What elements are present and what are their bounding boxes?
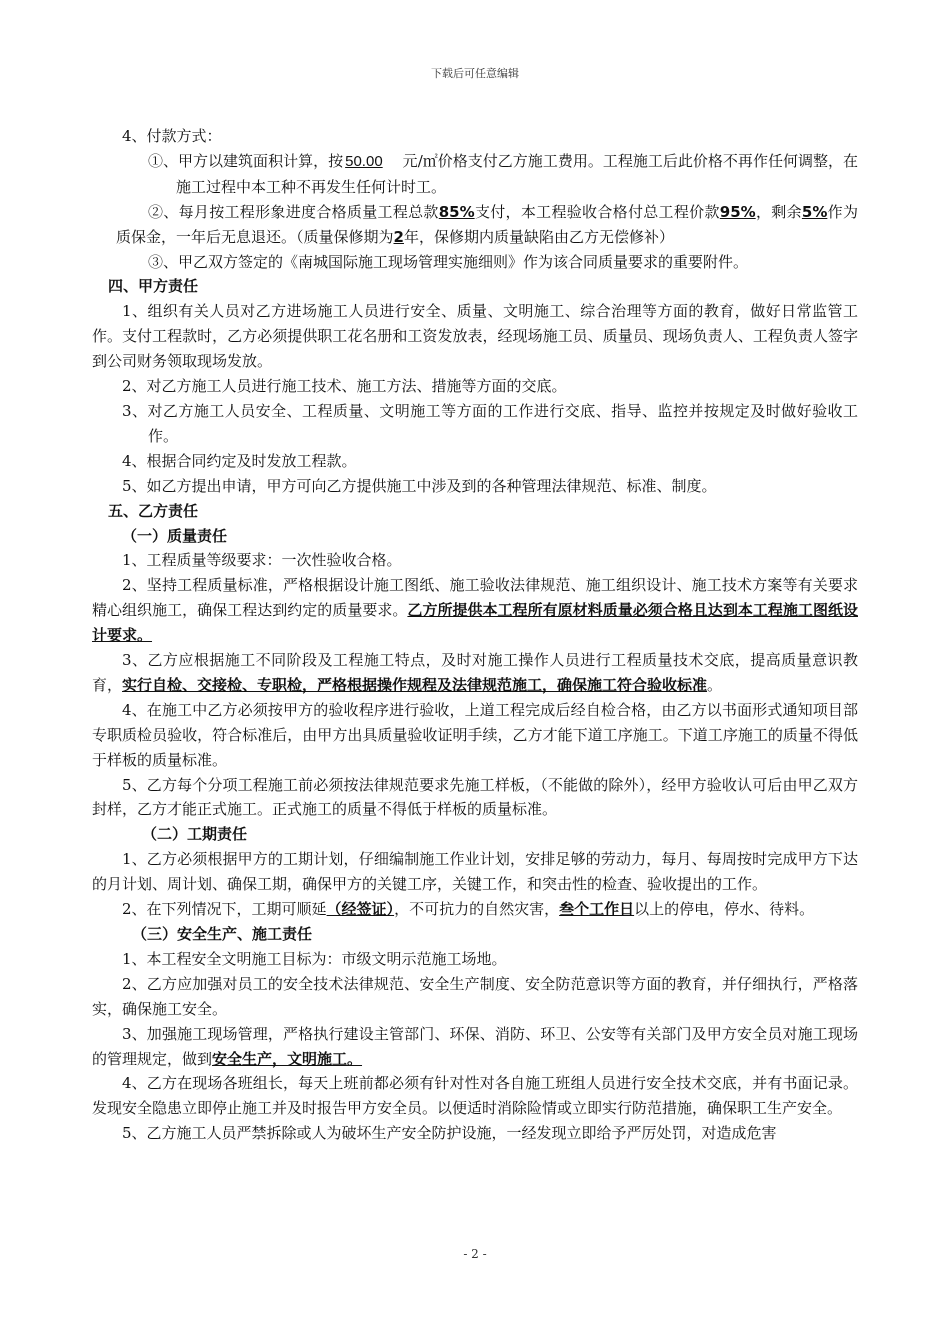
- schedule-title: （二）工期责任: [142, 825, 248, 844]
- percent-85: 85%: [438, 202, 475, 221]
- emphasis: 实行自检、交接检、专职检，严格根据操作规程及法律规范施工，确保施工符合验收标准: [122, 675, 708, 694]
- text: 。: [707, 675, 723, 694]
- quality-item-4: 4、在施工中乙方必须按甲方的验收程序进行验收，上道工程完成后经自检合格，由乙方以书面形式通知项目部专职质检员验收，符合标准后，由甲方出具质量验收证明手续，乙方才能下道工序施工。下道工序施工的质量不得低于样板的质量标准。: [92, 700, 858, 769]
- emphasis: 乙方所提供本工程所有原材料质量必须合格且达到本工程施工图纸设计要求。: [92, 601, 858, 645]
- sec4-item-2: 2、对乙方施工人员进行施工技术、施工方法、措施等方面的交底。: [122, 377, 567, 396]
- sec4-item-1: 1、组织有关人员对乙方进场施工人员进行安全、质量、文明施工、综合治理等方面的教育，做好日常监管工作。支付工程款时，乙方必须提供职工花名册和工资发放表，经现场施工员、质量员、现场负责人、工程负责人签字到公司财务领取现场发放。: [92, 302, 858, 371]
- quality-title: （一）质量责任: [122, 526, 228, 545]
- text: 支付，本工程验收合格付总工程价款: [474, 202, 720, 221]
- text: 以上的停电，停水、待料。: [634, 900, 815, 919]
- sec4-item-3: 3、对乙方施工人员安全、工程质量、文明施工等方面的工作进行交底、指导、监控并按规定及时做好验收工作。: [122, 401, 858, 445]
- emphasis: （经签证）: [326, 900, 395, 919]
- safety-item-1: 1、本工程安全文明施工目标为：市级文明示范施工场地。: [122, 949, 507, 968]
- safety-item-3: [92, 1022, 858, 1072]
- payment-title: 4、付款方式：: [122, 127, 222, 145]
- text: 3、加强施工现场管理，严格执行建设主管部门、环保、消防、环卫、公安等有关部门及甲方安全员对施工现场的管理规定，做到: [92, 1024, 858, 1068]
- text: ，不可抗力的自然灾害，: [394, 900, 560, 919]
- text: 3、乙方应根据施工不同阶段及工程施工特点，及时对施工操作人员进行工程质量技术交底，提高质量意识教育，: [92, 651, 858, 694]
- safety-item-4: 4、乙方在现场各班组长，每天上班前都必须有针对性对各自施工班组人员进行安全技术交底，并有书面记录。发现安全隐患立即停止施工并及时报告甲方安全员。以便适时消除险情或立即实行防范措施，确保职工生产安全。: [92, 1074, 858, 1118]
- document-body: [92, 124, 858, 1146]
- page-number: - 2 -: [463, 1247, 487, 1261]
- emphasis: 安全生产，文明施工。: [212, 1049, 363, 1068]
- page-header: 下载后可任意编辑: [431, 67, 519, 80]
- quality-item-3: [92, 648, 858, 698]
- text: ②、每月按工程形象进度合格质量工程总款: [148, 202, 439, 221]
- payment-item-3: ③、甲乙双方签定的《南城国际施工现场管理实施细则》作为该合同质量要求的重要附件。: [148, 252, 749, 271]
- sec4-item-5: 5、如乙方提出申请，甲方可向乙方提供施工中涉及到的各种管理法律规范、标准、制度。: [122, 476, 717, 495]
- price-value: 50.00: [345, 152, 383, 170]
- percent-95: 95%: [719, 202, 756, 221]
- safety-item-5: 5、乙方施工人员严禁拆除或人为破坏生产安全防护设施，一经发现立即给予严厉处罚，对造成危害: [122, 1124, 777, 1143]
- payment-item-2: [92, 200, 858, 250]
- quality-item-1: 1、工程质量等级要求：一次性验收合格。: [122, 551, 402, 570]
- warranty-years: 2: [393, 227, 404, 246]
- schedule-item-2: [92, 897, 858, 922]
- text: 2、坚持工程质量标准，严格根据设计施工图纸、施工验收法律规范、施工组织设计、施工技术方案等有关要求精心组织施工，确保工程达到约定的质量要求。: [92, 576, 858, 620]
- percent-5: 5%: [801, 202, 828, 221]
- section-4-title: 四、甲方责任: [108, 277, 199, 296]
- text: 年，保修期内质量缺陷由乙方无偿修补）: [403, 227, 674, 246]
- text: 2、在下列情况下，工期可顺延: [122, 900, 327, 919]
- emphasis: 叁个工作日: [559, 900, 635, 919]
- safety-title: （三）安全生产、施工责任: [132, 925, 313, 943]
- text: ①、甲方以建筑面积计算，按: [148, 151, 344, 170]
- safety-item-2: 2、乙方应加强对员工的安全技术法律规范、安全生产制度、安全防范意识等方面的教育，并仔细执行，严格落实，确保施工安全。: [92, 974, 858, 1018]
- schedule-item-1: 1、乙方必须根据甲方的工期计划，仔细编制施工作业计划，安排足够的劳动力，每月、每周按时完成甲方下达的月计划、周计划、确保工期，确保甲方的关键工序，关键工作，和突击性的检查、验收提出的工作。: [92, 850, 858, 894]
- text: 作为质保金，一年后无息退还。（质量保修期为: [116, 202, 858, 246]
- payment-item-1: [92, 149, 858, 200]
- section-5-title: 五、乙方责任: [108, 501, 199, 520]
- quality-item-5: 5、乙方每个分项工程施工前必须按法律规范要求先施工样板，（不能做的除外），经甲方验收认可后由甲乙双方封样，乙方才能正式施工。正式施工的质量不得低于样板的质量标准。: [92, 775, 858, 819]
- sec4-item-4: 4、根据合同约定及时发放工程款。: [122, 451, 357, 470]
- text: ，剩余: [755, 202, 802, 221]
- text: 元/㎡价格支付乙方施工费用。工程施工后此价格不再作任何调整，在施工过程中本工种不再发生任何计时工。: [176, 151, 858, 196]
- quality-item-2: [92, 573, 858, 648]
